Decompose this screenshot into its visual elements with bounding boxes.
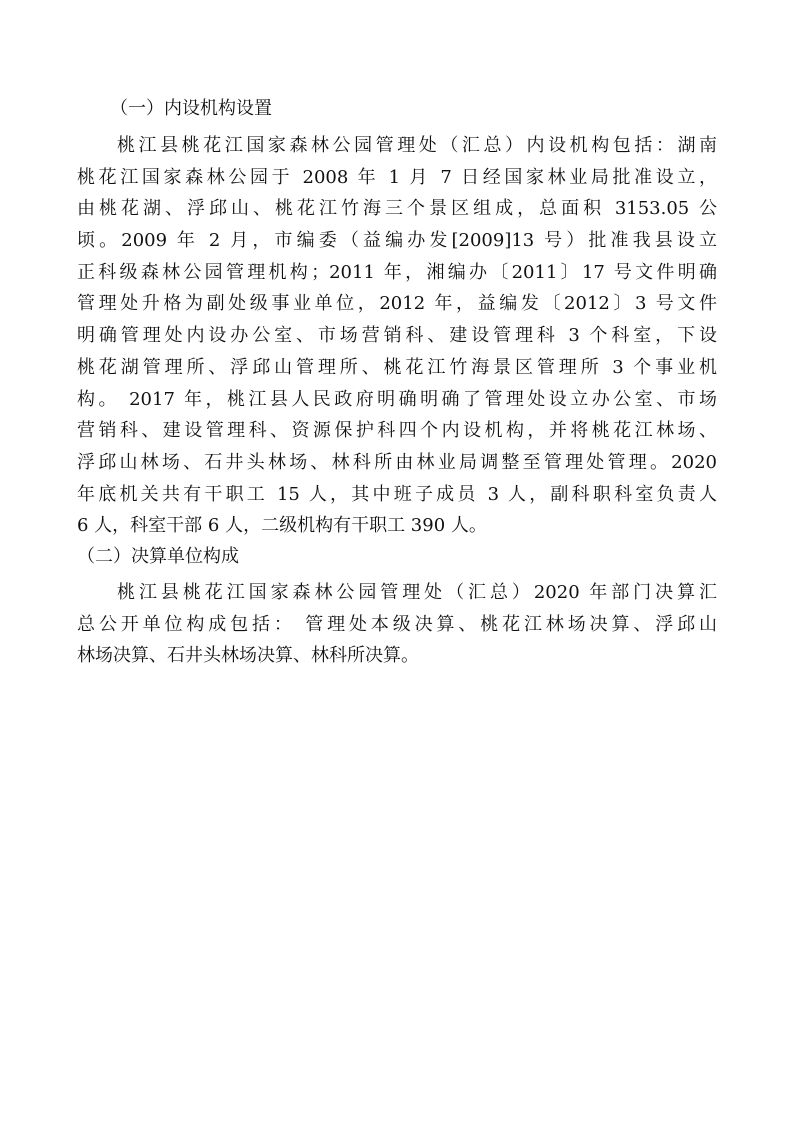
paragraph-line: 明确管理处内设办公室、市场营销科、建设管理科 3 个科室，下设 (77, 325, 717, 347)
paragraph-line: 桃江县桃花江国家森林公园管理处（汇总）内设机构包括：湖南 (117, 135, 717, 156)
section-1-paragraph (77, 130, 717, 542)
paragraph-line: 总公开单位构成包括： 管理处本级决算、桃花江林场决算、浮邱山 (77, 613, 717, 635)
paragraph-line: 由桃花湖、浮邱山、桃花江竹海三个景区组成，总面积 3153.05 公 (77, 198, 717, 220)
paragraph-line: 正科级森林公园管理机构；2011 年，湘编办〔2011〕17 号文件明确 (77, 261, 717, 283)
paragraph-line: 浮邱山林场、石井头林场、林科所由林业局调整至管理处管理。2020 (77, 451, 717, 473)
paragraph-line: 管理处升格为副处级事业单位，2012 年，益编发〔2012〕3 号文件 (77, 293, 717, 315)
paragraph-line: 年底机关共有干职工 15 人，其中班子成员 3 人，副科职科室负责人 (77, 483, 717, 505)
section-2-paragraph (77, 577, 717, 672)
paragraph-line: 桃江县桃花江国家森林公园管理处（汇总）2020 年部门决算汇 (117, 582, 717, 603)
paragraph-line: 6 人，科室干部 6 人，二级机构有干职工 390 人。 (77, 515, 487, 537)
section-2-heading: （二）决算单位构成 (77, 546, 239, 567)
paragraph-line: 营销科、建设管理科、资源保护科四个内设机构，并将桃花江林场、 (77, 420, 717, 442)
paragraph-line: 桃花湖管理所、浮邱山管理所、桃花江竹海景区管理所 3 个事业机 (77, 356, 717, 378)
paragraph-line: 桃花江国家森林公园于 2008 年 1 月 7 日经国家林业局批准设立， (77, 166, 717, 188)
paragraph-line: 构。 2017 年，桃江县人民政府明确明确了管理处设立办公室、市场 (77, 388, 717, 410)
section-1-heading: （一）内设机构设置 (110, 98, 272, 119)
paragraph-line: 林场决算、石井头林场决算、林科所决算。 (77, 645, 419, 667)
paragraph-line: 顷。2009 年 2 月，市编委（益编办发[2009]13 号）批准我县设立 (77, 230, 717, 252)
